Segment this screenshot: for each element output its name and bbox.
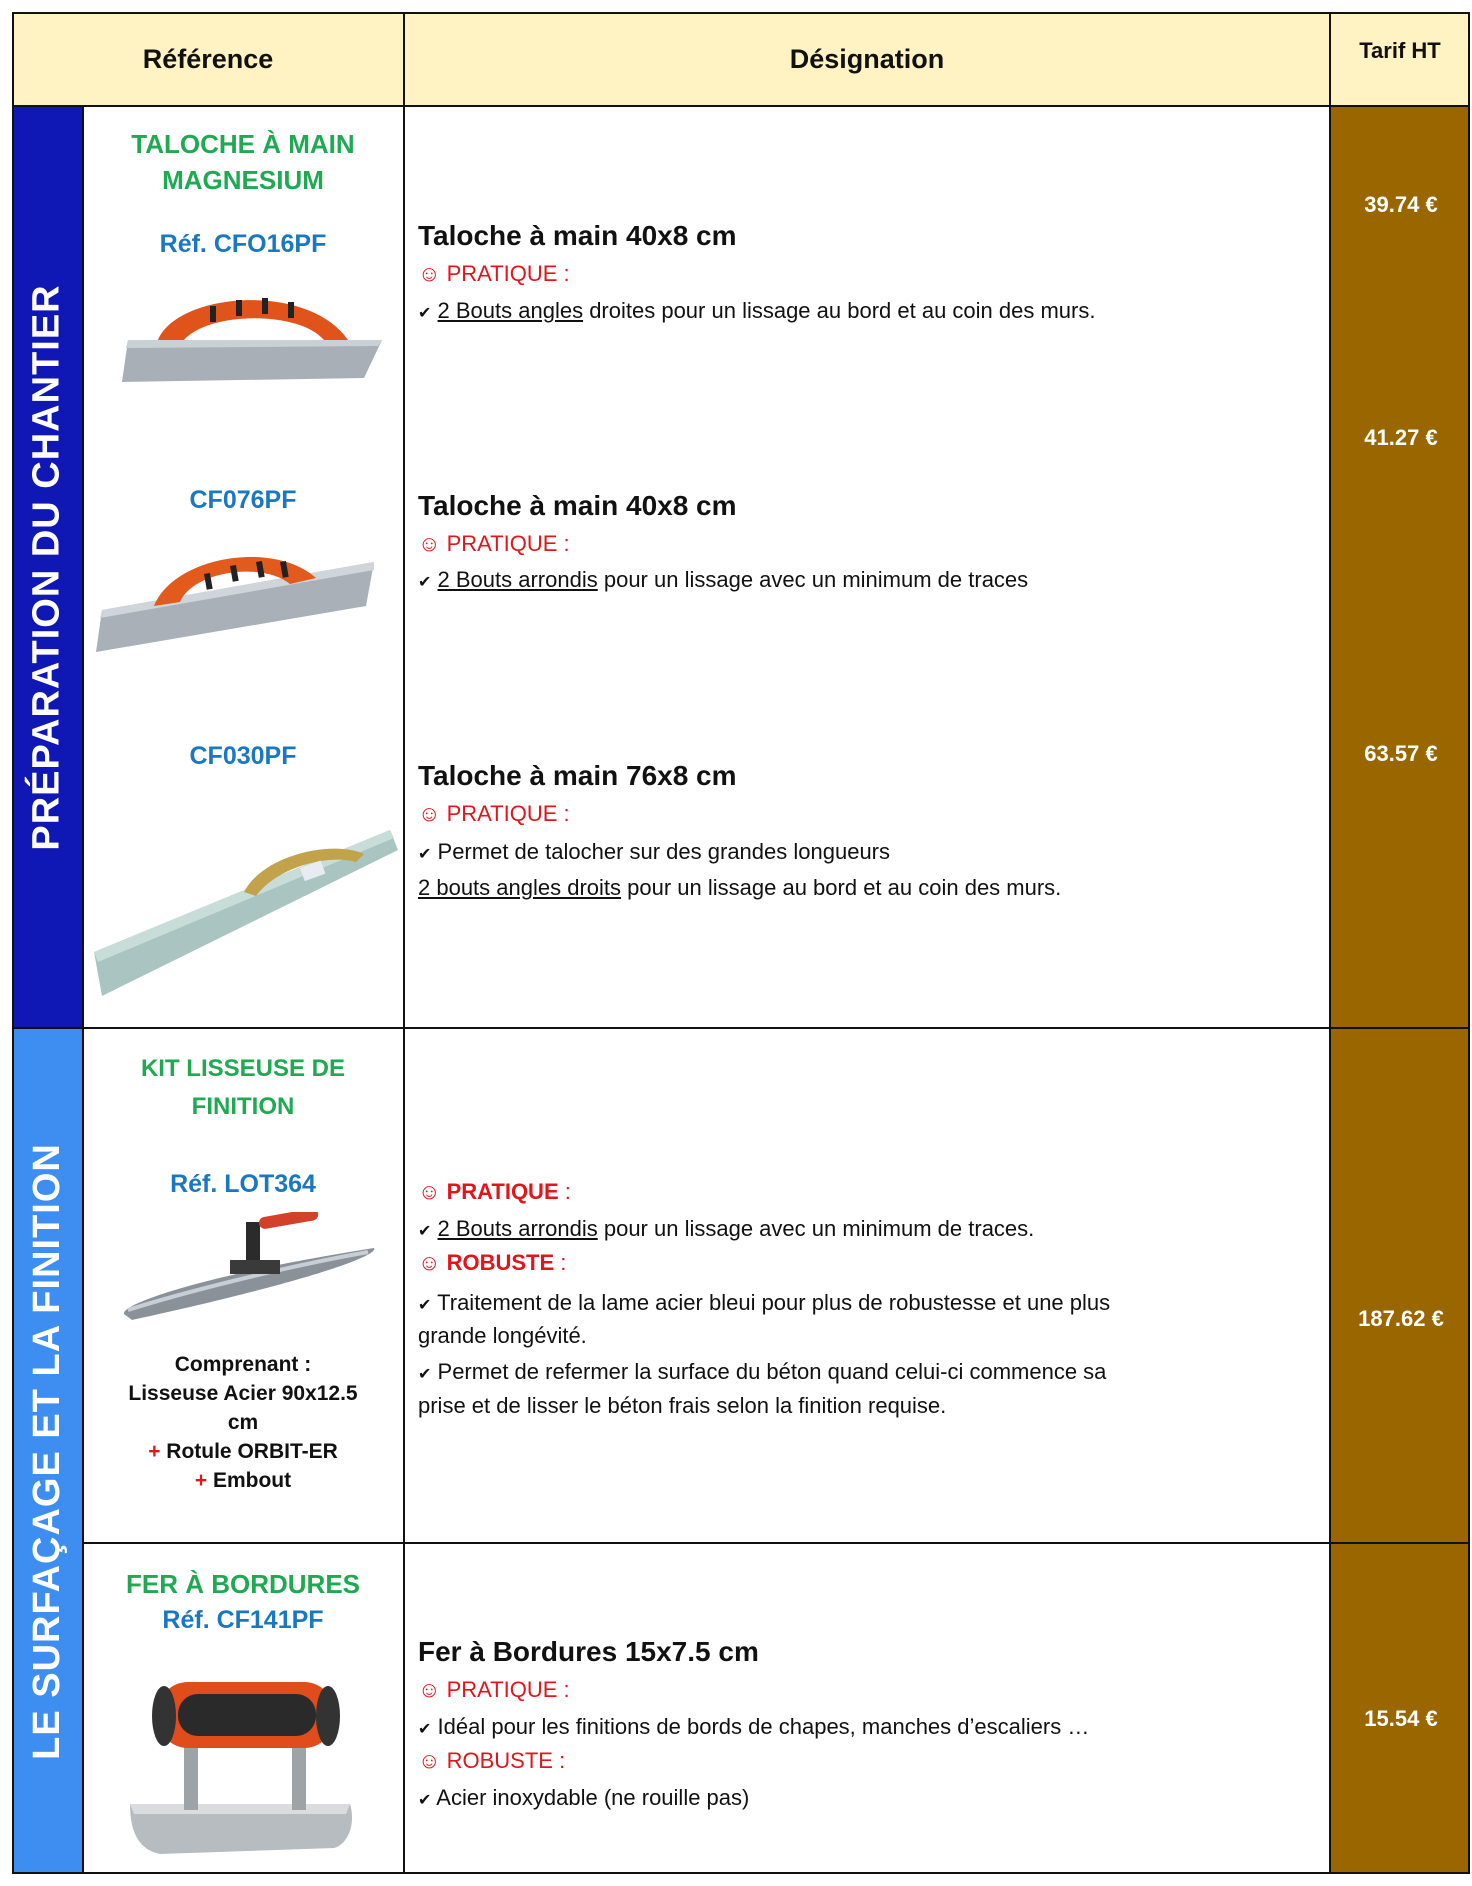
p5-line2-text: Acier inoxydable (ne rouille pas)	[431, 1785, 750, 1810]
smiley-icon: ☺	[418, 1250, 441, 1275]
kit-content	[84, 1350, 402, 1495]
kit-content-line1: Comprenant :	[174, 1353, 312, 1376]
p3-title: Taloche à main 76x8 cm	[418, 760, 737, 791]
p3-line2	[418, 872, 1061, 903]
header-designation: Désignation	[789, 43, 945, 74]
colon: :	[558, 1179, 571, 1204]
smiley-icon: ☺	[418, 1677, 441, 1702]
product-image-lisseuse	[118, 1212, 378, 1322]
p5-pratique	[418, 1674, 570, 1705]
price-lot364: 187.62 €	[1358, 1306, 1444, 1331]
category-finition-label: LE SURFAÇAGE ET LA FINITION	[25, 1142, 68, 1760]
p3-rest: pour un lissage au bord et au coin des murs.	[621, 875, 1062, 900]
header-reference: Référence	[142, 43, 274, 74]
smiley-icon: ☺	[418, 261, 441, 286]
p3-pratique-label: PRATIQUE :	[440, 801, 570, 826]
kit-title	[84, 1050, 402, 1126]
p3-pratique	[418, 798, 570, 829]
ref-lot364: Réf. LOT364	[170, 1170, 316, 1198]
p3-line1-text: Permet de talocher sur des grandes longueurs	[431, 839, 891, 864]
product-image-fer-bordures	[120, 1664, 370, 1874]
kit-content-line2: Lisseuse Acier 90x12.5	[128, 1382, 358, 1405]
divider	[12, 1027, 1470, 1029]
p1-pratique	[418, 258, 570, 289]
plus-sign: +	[148, 1440, 161, 1463]
p2-pratique	[418, 528, 570, 559]
p5-robuste-label: ROBUSTE :	[440, 1748, 566, 1773]
p1-rest: droites pour un lissage au bord et au coin des murs.	[583, 298, 1096, 323]
check-icon: ✔	[418, 1297, 432, 1314]
p4-line4b: prise et de lisser le béton frais selon la finition requise.	[418, 1393, 947, 1418]
kit-title-line2: FINITION	[191, 1093, 295, 1120]
check-icon: ✔	[418, 1792, 432, 1809]
price-cf030pf: 63.57 €	[1364, 741, 1438, 766]
price-cf141pf: 15.54 €	[1364, 1706, 1438, 1731]
p4-pratique-label: PRATIQUE	[440, 1179, 559, 1204]
divider	[82, 1542, 1470, 1544]
p4-rest: pour un lissage avec un minimum de traces.	[597, 1216, 1035, 1241]
category-preparation-label: PRÉPARATION DU CHANTIER	[25, 283, 68, 851]
smiley-icon: ☺	[418, 801, 441, 826]
p4-line1	[418, 1213, 1034, 1247]
p4-robuste-label: ROBUSTE	[440, 1250, 555, 1275]
p1-title: Taloche à main 40x8 cm	[418, 220, 737, 251]
product-image-taloche-2	[94, 548, 376, 660]
p1-underlined: 2 Bouts angles	[437, 298, 584, 323]
kit-title-line1: KIT LISSEUSE DE	[140, 1055, 346, 1082]
check-icon: ✔	[418, 1223, 432, 1240]
p4-underlined: 2 Bouts arrondis	[437, 1216, 598, 1241]
p3-line1	[418, 836, 890, 870]
p4-line3b: grande longévité.	[418, 1323, 587, 1348]
kit-content-line4	[84, 1437, 402, 1466]
p5-line2	[418, 1782, 749, 1816]
p4-line3-text: Traitement de la lame acier bleui pour plus de robustesse et une plus	[431, 1290, 1111, 1315]
p5-line1	[418, 1711, 1089, 1745]
smiley-icon: ☺	[418, 1748, 441, 1773]
kit-content-line5	[84, 1466, 402, 1495]
taloche-title-line1: TALOCHE À MAIN	[131, 129, 355, 159]
divider	[403, 12, 405, 1874]
check-icon: ✔	[418, 574, 432, 591]
p4-line4-text: Permet de refermer la surface du béton quand celui-ci commence sa	[431, 1359, 1107, 1384]
price-cfo16pf: 39.74 €	[1364, 192, 1438, 217]
divider	[1329, 12, 1331, 1874]
p4-line3	[418, 1287, 1110, 1321]
p5-line1-text: Idéal pour les finitions de bords de chapes, manches d’escaliers …	[431, 1714, 1090, 1739]
p2-underlined: 2 Bouts arrondis	[437, 567, 598, 592]
kit-content-line3: cm	[227, 1411, 259, 1434]
p2-pratique-label: PRATIQUE :	[440, 531, 570, 556]
divider	[12, 105, 1470, 107]
check-icon: ✔	[418, 305, 432, 322]
fer-title: FER À BORDURES	[125, 1569, 360, 1599]
smiley-icon: ☺	[418, 531, 441, 556]
p2-title: Taloche à main 40x8 cm	[418, 490, 737, 521]
p4-line4	[418, 1356, 1106, 1390]
check-icon: ✔	[418, 1366, 432, 1383]
p4-pratique	[418, 1176, 571, 1207]
p5-title: Fer à Bordures 15x7.5 cm	[418, 1636, 759, 1667]
header-tarif: Tarif HT	[1359, 38, 1441, 63]
p5-robuste	[418, 1745, 565, 1776]
check-icon: ✔	[418, 846, 432, 863]
ref-cfo16pf: Réf. CFO16PF	[159, 230, 327, 258]
check-icon: ✔	[418, 1721, 432, 1738]
p2-rest: pour un lissage avec un minimum de traces	[597, 567, 1029, 592]
product-image-taloche-1	[118, 282, 384, 388]
p4-robuste	[418, 1247, 566, 1278]
taloche-title	[84, 126, 402, 198]
p5-pratique-label: PRATIQUE :	[440, 1677, 570, 1702]
plus-sign: +	[194, 1469, 208, 1492]
kit-content-embout: Embout	[207, 1469, 292, 1492]
p1-line	[418, 295, 1095, 329]
p1-pratique-label: PRATIQUE :	[440, 261, 570, 286]
ref-cf141pf: Réf. CF141PF	[162, 1606, 324, 1634]
taloche-title-line2: MAGNESIUM	[162, 165, 324, 195]
product-image-taloche-3	[94, 800, 398, 1006]
ref-cf076pf: CF076PF	[189, 486, 297, 514]
colon: :	[554, 1250, 567, 1275]
kit-content-rotule: Rotule ORBIT-ER	[160, 1440, 338, 1463]
p2-line	[418, 564, 1028, 598]
smiley-icon: ☺	[418, 1179, 441, 1204]
p3-underlined: 2 bouts angles droits	[418, 875, 622, 900]
ref-cf030pf: CF030PF	[189, 742, 297, 770]
price-cf076pf: 41.27 €	[1364, 425, 1438, 450]
